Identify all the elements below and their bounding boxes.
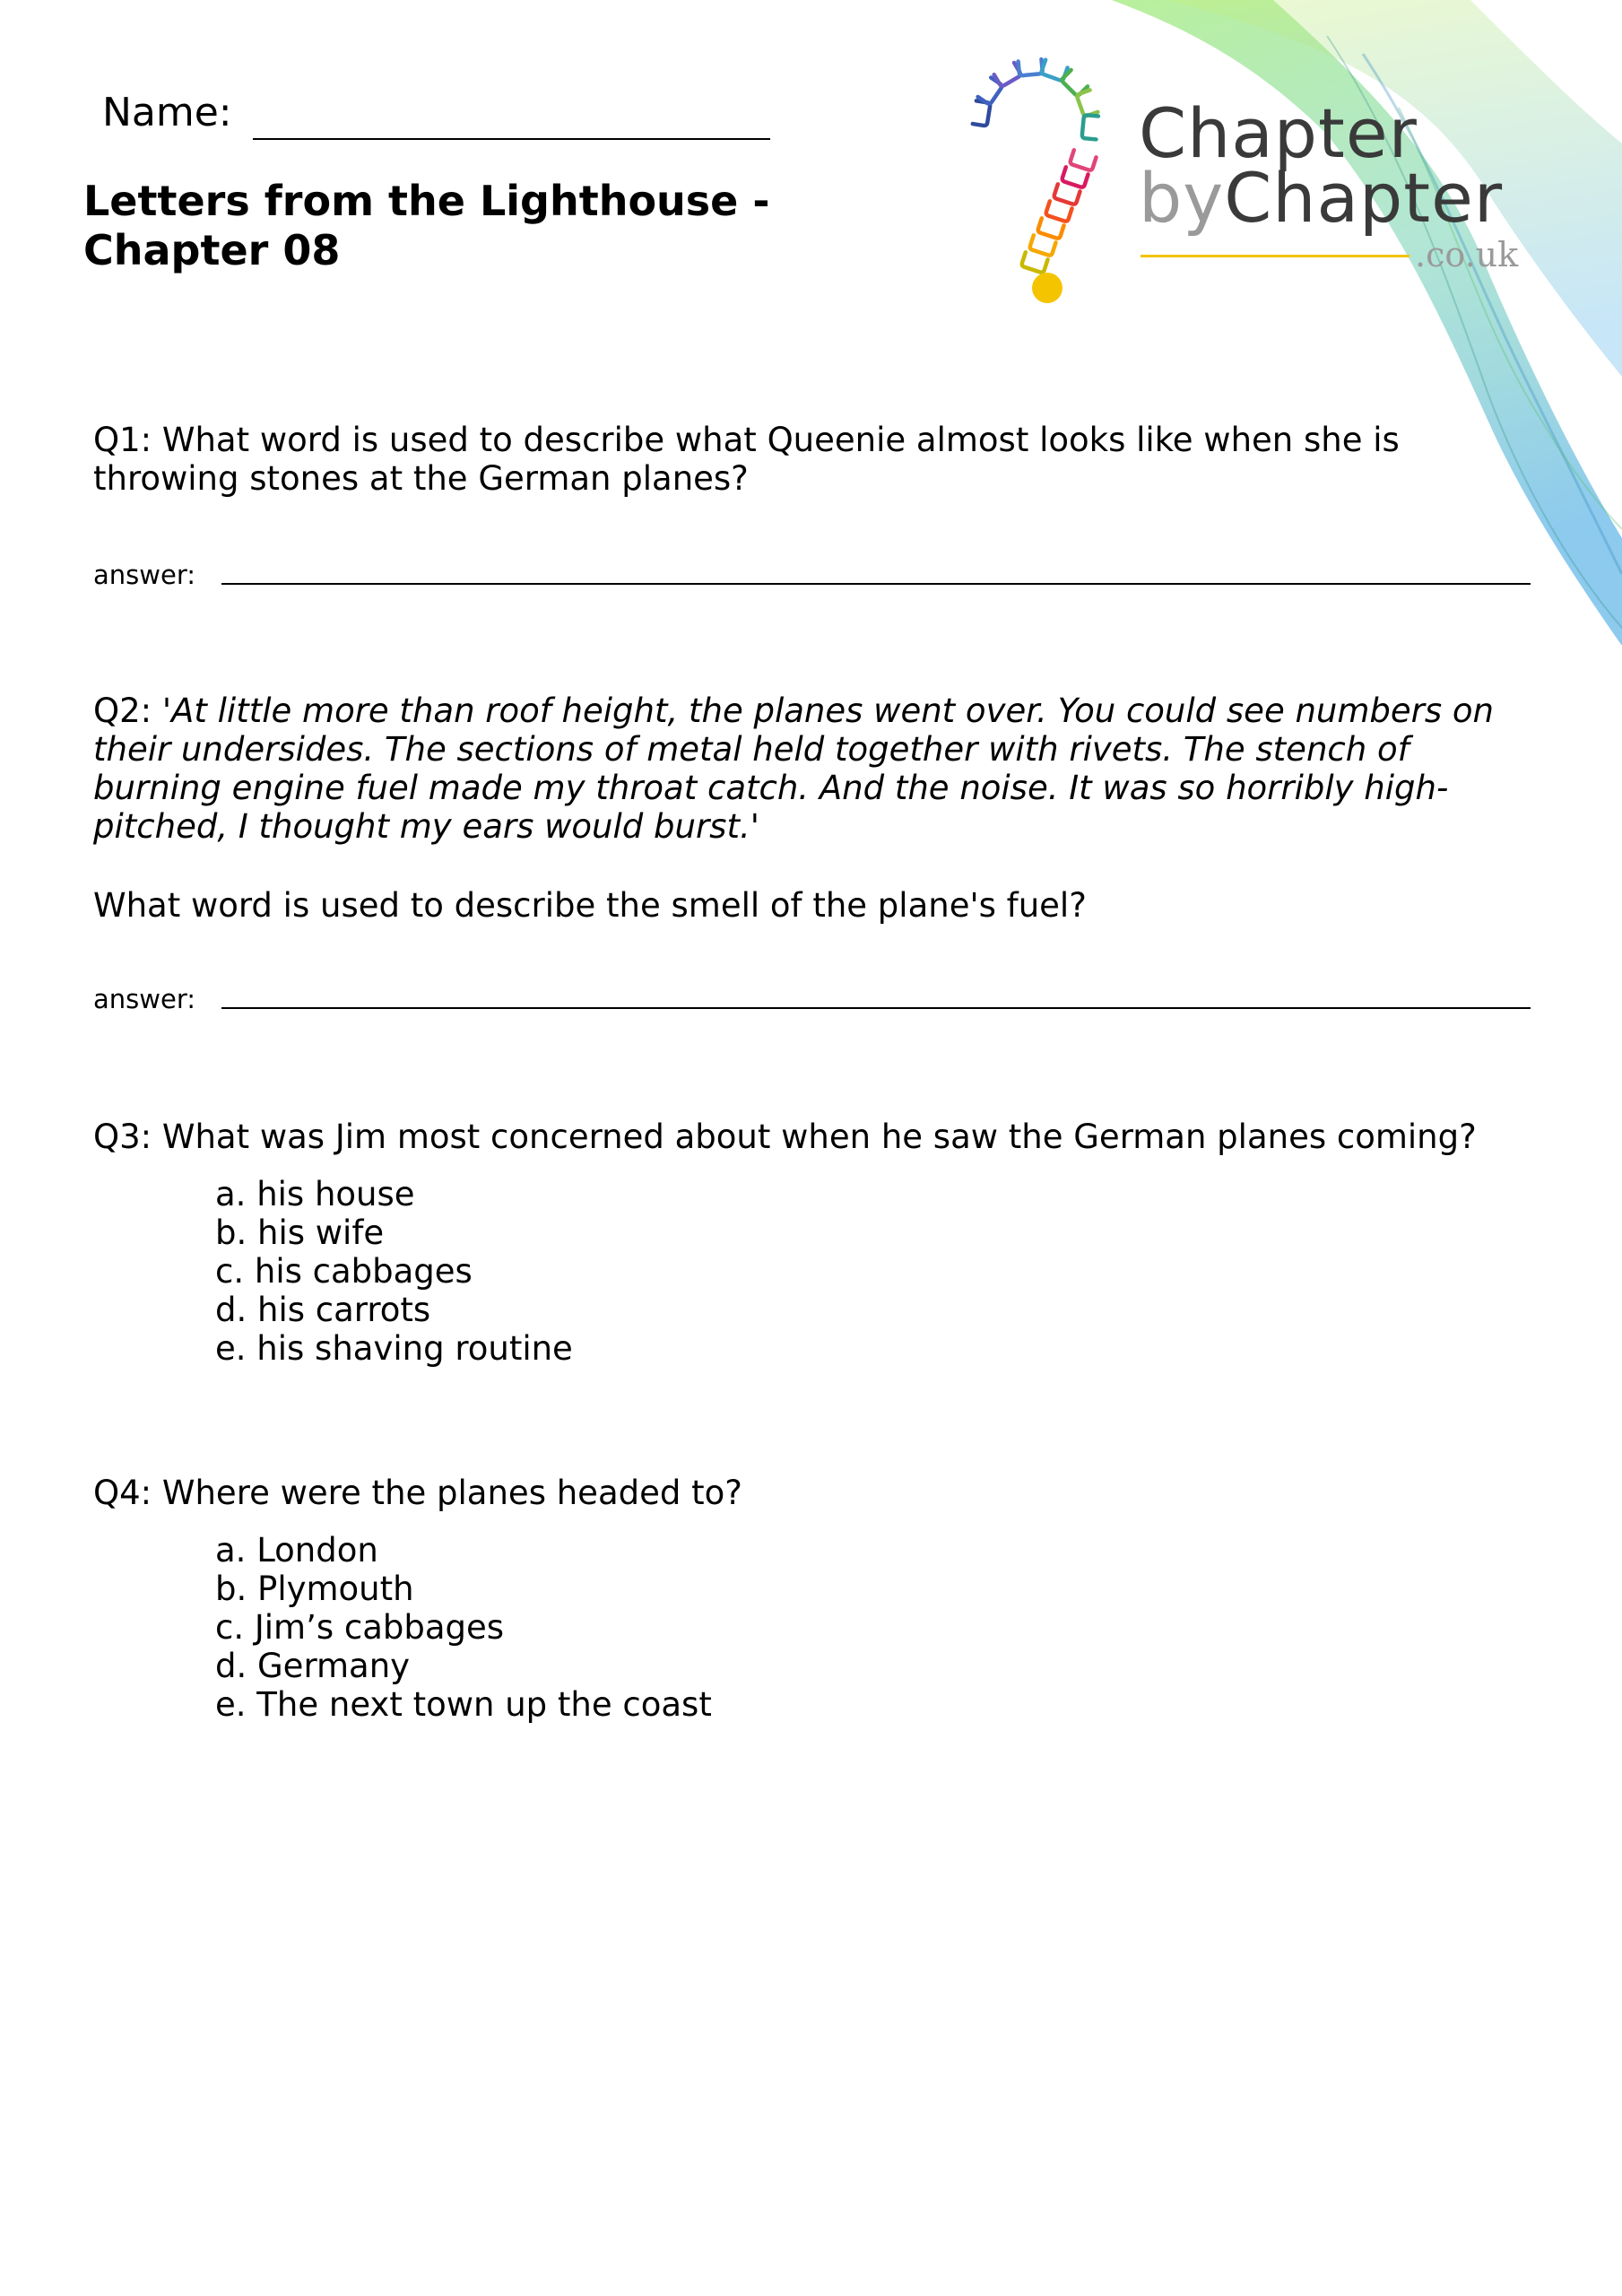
book-icon xyxy=(1076,90,1097,117)
chapter-by-chapter-logo xyxy=(968,52,1542,312)
logo-by: by xyxy=(1139,158,1225,238)
question-3-options xyxy=(215,1175,573,1368)
option-c[interactable]: c. his cabbages xyxy=(215,1252,473,1291)
name-label: Name: xyxy=(102,90,232,135)
logo-chapter: Chapter xyxy=(1224,158,1504,238)
book-icon xyxy=(1070,150,1097,170)
question-2-quote: 'At little more than roof height, the planes went over. You could see numbers on their undersides. The sections of metal held together with rivets. The stench of burning engine fuel made my throat catch. And the noise. It was so horribly high-pitched, I thought my ears would burst.' xyxy=(93,691,1495,846)
title-line-2: Chapter 08 xyxy=(83,226,341,274)
logo-word-chapter: Chapter xyxy=(1139,93,1418,173)
answer-label: answer: xyxy=(93,984,196,1014)
answer-row-q2 xyxy=(93,984,1528,1020)
book-arc-logo-icon xyxy=(968,52,1130,312)
name-field-line[interactable] xyxy=(253,138,770,140)
option-b[interactable]: b. Plymouth xyxy=(215,1570,414,1608)
question-1: Q1: What word is used to describe what Queenie almost looks like when she is throwing stones at the German planes? xyxy=(93,421,1400,498)
book-icon xyxy=(1082,115,1098,139)
answer-label: answer: xyxy=(93,560,196,590)
option-b[interactable]: b. his wife xyxy=(215,1213,385,1252)
answer-line-q2[interactable] xyxy=(221,1007,1531,1009)
option-e[interactable]: e. his shaving routine xyxy=(215,1329,573,1368)
option-d[interactable]: d. his carrots xyxy=(215,1291,431,1329)
question-2-passage xyxy=(93,691,1546,846)
logo-dot xyxy=(1032,273,1063,303)
option-a[interactable]: a. his house xyxy=(215,1175,415,1213)
option-c[interactable]: c. Jim’s cabbages xyxy=(215,1608,505,1647)
question-3: Q3: What was Jim most concerned about when he saw the German planes coming? xyxy=(93,1118,1477,1156)
option-e[interactable]: e. The next town up the coast xyxy=(215,1685,712,1724)
option-a[interactable]: a. London xyxy=(215,1531,378,1570)
answer-line-q1[interactable] xyxy=(221,583,1531,585)
logo-word-bychapter xyxy=(1139,158,1503,239)
worksheet-title xyxy=(83,177,854,275)
option-d[interactable]: d. Germany xyxy=(215,1647,411,1685)
book-icon xyxy=(1019,59,1043,75)
logo-underline xyxy=(1141,255,1409,257)
logo-domain-suffix: .co.uk xyxy=(1415,235,1519,274)
question-4-options xyxy=(215,1531,712,1724)
answer-row-q1 xyxy=(93,560,1528,596)
question-2: What word is used to describe the smell of the plane's fuel? xyxy=(93,886,1087,925)
question-2-prefix: Q2: xyxy=(93,691,162,730)
question-4: Q4: Where were the planes headed to? xyxy=(93,1474,742,1512)
title-line-1: Letters from the Lighthouse - xyxy=(83,177,770,225)
